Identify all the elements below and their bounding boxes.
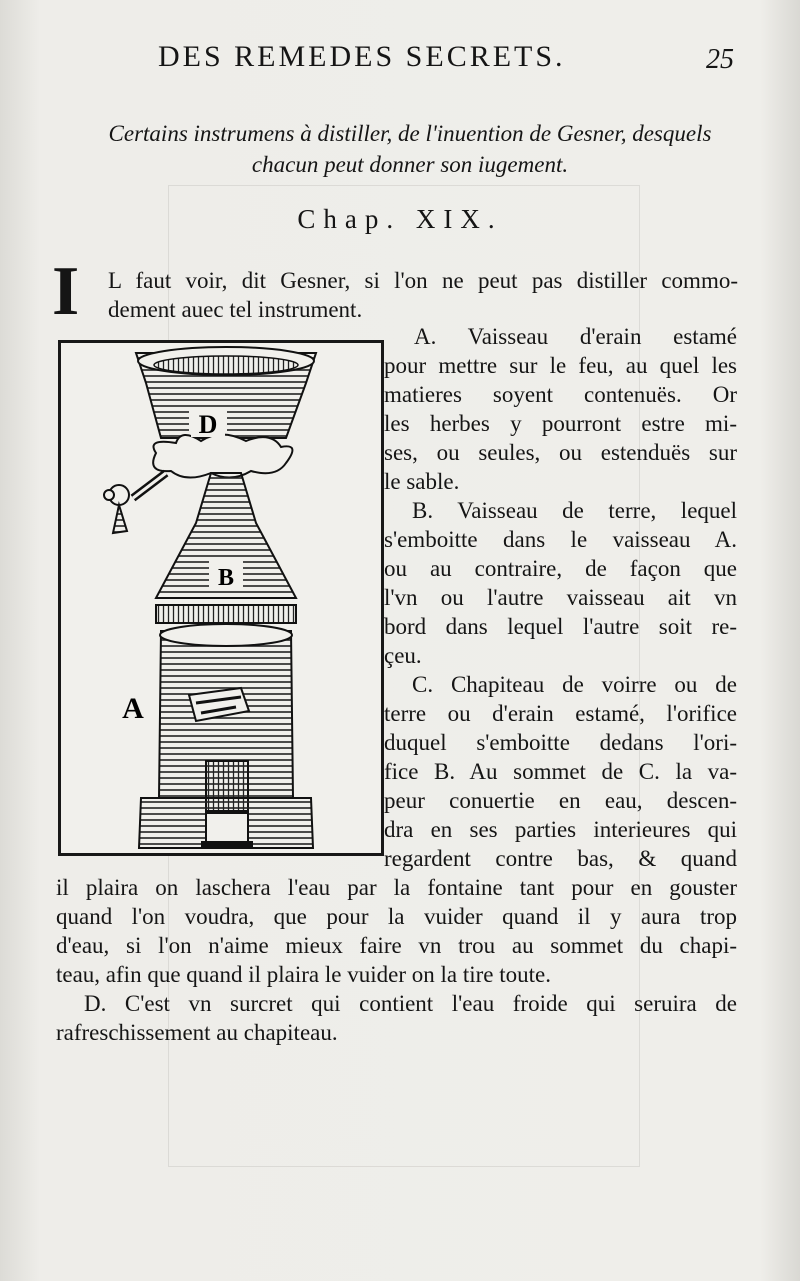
- text-line: rafreschissement au chapiteau.: [56, 1020, 338, 1045]
- text-line: bord dans lequel l'autre soit re-: [384, 614, 737, 639]
- page-header: [0, 40, 800, 80]
- text-line: peur conuertie en eau, descen-: [384, 788, 737, 813]
- text-line: regardent contre bas, & quand: [384, 846, 737, 871]
- chapter-heading: Chap. XIX.: [297, 204, 503, 234]
- subtitle-line: Certains instrumens à distiller, de l'inuention de Gesner, desquels: [108, 121, 712, 146]
- text-line: ou au contraire, de façon que: [384, 556, 737, 581]
- text-line: dra en ses parties interieures qui: [384, 817, 737, 842]
- text-line: teau, afin que quand il plaira le vuider on la tire toute.: [56, 962, 551, 987]
- text-line: quand l'on voudra, que pour la vuider quand il y aura trop: [56, 904, 737, 929]
- text-line: d'eau, si l'on n'aime mieux faire vn trou au sommet du chapi-: [56, 933, 737, 958]
- drop-capital: I: [52, 253, 80, 330]
- chapter-subtitle: [60, 118, 760, 180]
- text-line: fice B. Au sommet de C. la va-: [384, 759, 737, 784]
- distillation-apparatus-woodcut: [58, 340, 384, 856]
- woodcut-drawing: [61, 343, 381, 853]
- text-line: pour mettre sur le feu, au quel les: [384, 353, 737, 378]
- running-title: DES REMEDES SECRETS.: [158, 40, 566, 73]
- text-line: il plaira on laschera l'eau par la fontaine tant pour en gouster: [56, 875, 737, 900]
- label-a: A: [122, 692, 144, 725]
- text-line: le sable.: [384, 469, 460, 494]
- subtitle-line: chacun peut donner son iugement.: [251, 152, 569, 177]
- text-line: terre ou d'erain estamé, l'orifice: [384, 701, 737, 726]
- label-b: B: [217, 565, 235, 591]
- text-line: A. Vaisseau d'erain estamé: [414, 324, 737, 349]
- intro-line: L faut voir, dit Gesner, si l'on ne peut pas distiller commo-: [108, 268, 738, 293]
- text-line: matieres soyent contenuës. Or: [384, 382, 737, 407]
- text-line: duquel s'emboitte dedans l'ori-: [384, 730, 737, 755]
- text-line: l'vn ou l'autre vaisseau ait vn: [384, 585, 737, 610]
- label-d: D: [198, 410, 218, 439]
- text-line: les herbes y pourront estre mi-: [384, 411, 737, 436]
- text-line: ses, ou seules, ou estenduës sur: [384, 440, 737, 465]
- text-line: s'emboitte dans le vaisseau A.: [384, 527, 737, 552]
- intro-line: dement auec tel instrument.: [108, 297, 363, 322]
- text-line: C. Chapiteau de voirre ou de: [412, 672, 737, 697]
- text-line: çeu.: [384, 643, 422, 668]
- page-number: 25: [706, 44, 734, 75]
- text-line: D. C'est vn surcret qui contient l'eau froide qui seruira de: [84, 991, 737, 1016]
- text-line: B. Vaisseau de terre, lequel: [412, 498, 737, 523]
